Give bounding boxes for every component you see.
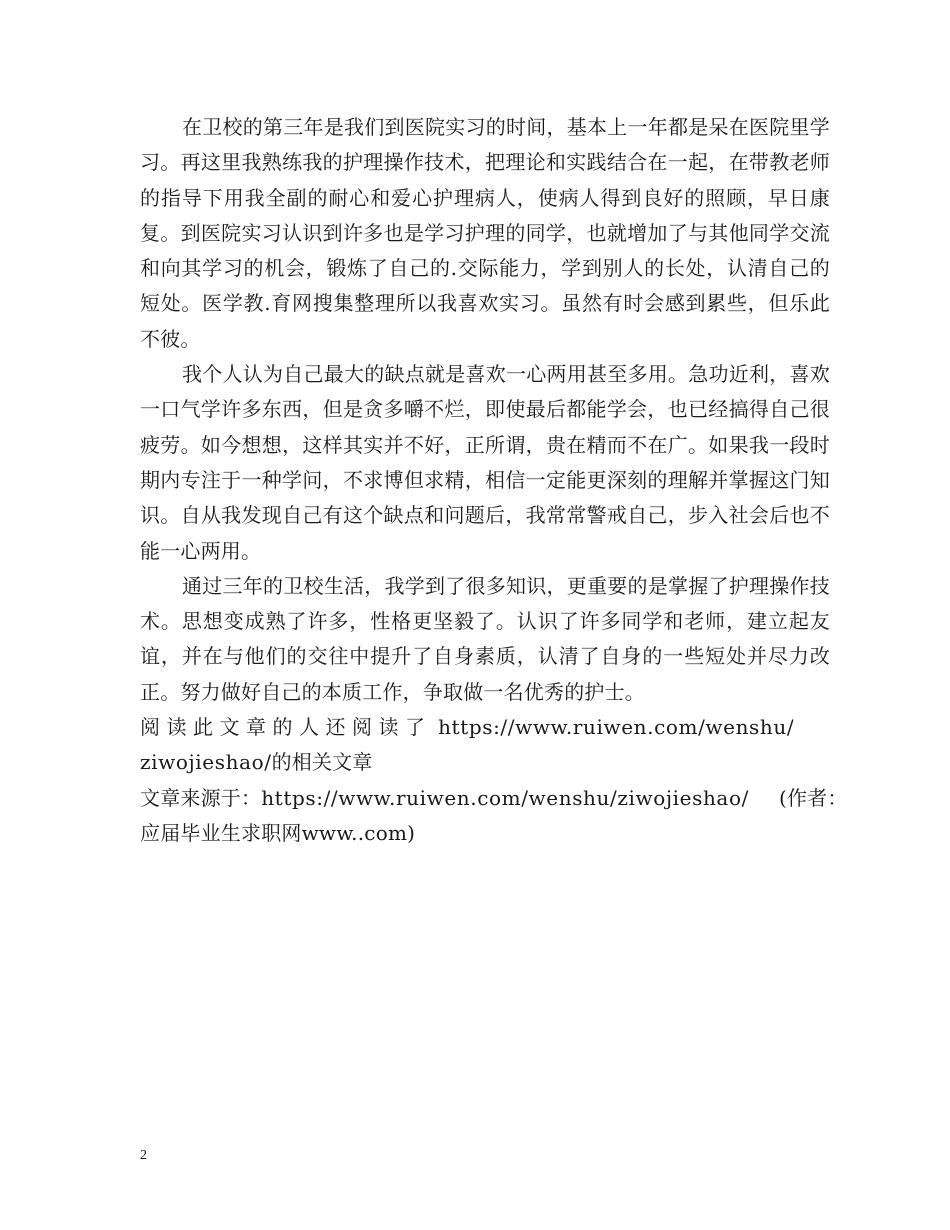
paragraph-summary: 通过三年的卫校生活，我学到了很多知识，更重要的是掌握了护理操作技术。思想变成熟了许多，性格更坚毅了。认识了许多同学和老师，建立起友谊，并在与他们的交往中提升了自身素质，认清了自身的一些短处并尽力改正。努力做好自己的本质工作，争取做一名优秀的护士。 xyxy=(140,573,830,704)
source-url-link[interactable]: https://www.ruiwen.com/wenshu/ziwojieshao/ xyxy=(261,785,749,810)
related-prefix: 阅读此文章的人还阅读了 xyxy=(140,715,432,740)
related-suffix: 的相关文章 xyxy=(271,750,373,775)
paragraph-shortcoming: 我个人认为自己最大的缺点就是喜欢一心两用甚至多用。急功近利，喜欢一口气学许多东西，但是贪多嚼不烂，即使最后都能学会，也已经搞得自己很疲劳。如今想想，这样其实并不好，正所谓，贵在精而不在广。如果我一段时期内专注于一种学问，不求博但求精，相信一定能更深刻的理解并掌握这门知识。自从我发现自己有这个缺点和问题后，我常常警戒自己，步入社会后也不能一心两用。 xyxy=(140,362,830,563)
page-number: 2 xyxy=(140,1148,147,1163)
related-url-link-continued[interactable]: ziwojieshao/ xyxy=(140,750,272,775)
paragraph-internship: 在卫校的第三年是我们到医院实习的时间，基本上一年都是呆在医院里学习。再这里我熟练我的护理操作技术，把理论和实践结合在一起，在带教老师的指导下用我全副的耐心和爱心护理病人，使病人得到良好的照顾，早日康复。到医院实习认识到许多也是学习护理的同学，也就增加了与其他同学交流和向其学习的机会，锻炼了自己的.交际能力，学到别人的长处，认清自己的短处。医学教.育网搜集整理所以我喜欢实习。虽然有时会感到累些，但乐此不彼。 xyxy=(140,115,830,351)
author-text: 应届毕业生求职网www..com) xyxy=(140,820,416,845)
related-url-link[interactable]: https://www.ruiwen.com/wenshu/ xyxy=(438,715,795,740)
author-label: (作者： xyxy=(778,785,848,810)
document-body xyxy=(140,110,848,851)
author-line xyxy=(140,816,830,851)
related-articles-line xyxy=(140,710,830,745)
source-label: 文章来源于： xyxy=(140,785,262,810)
related-articles-line-2 xyxy=(140,745,830,780)
source-line xyxy=(140,781,848,816)
